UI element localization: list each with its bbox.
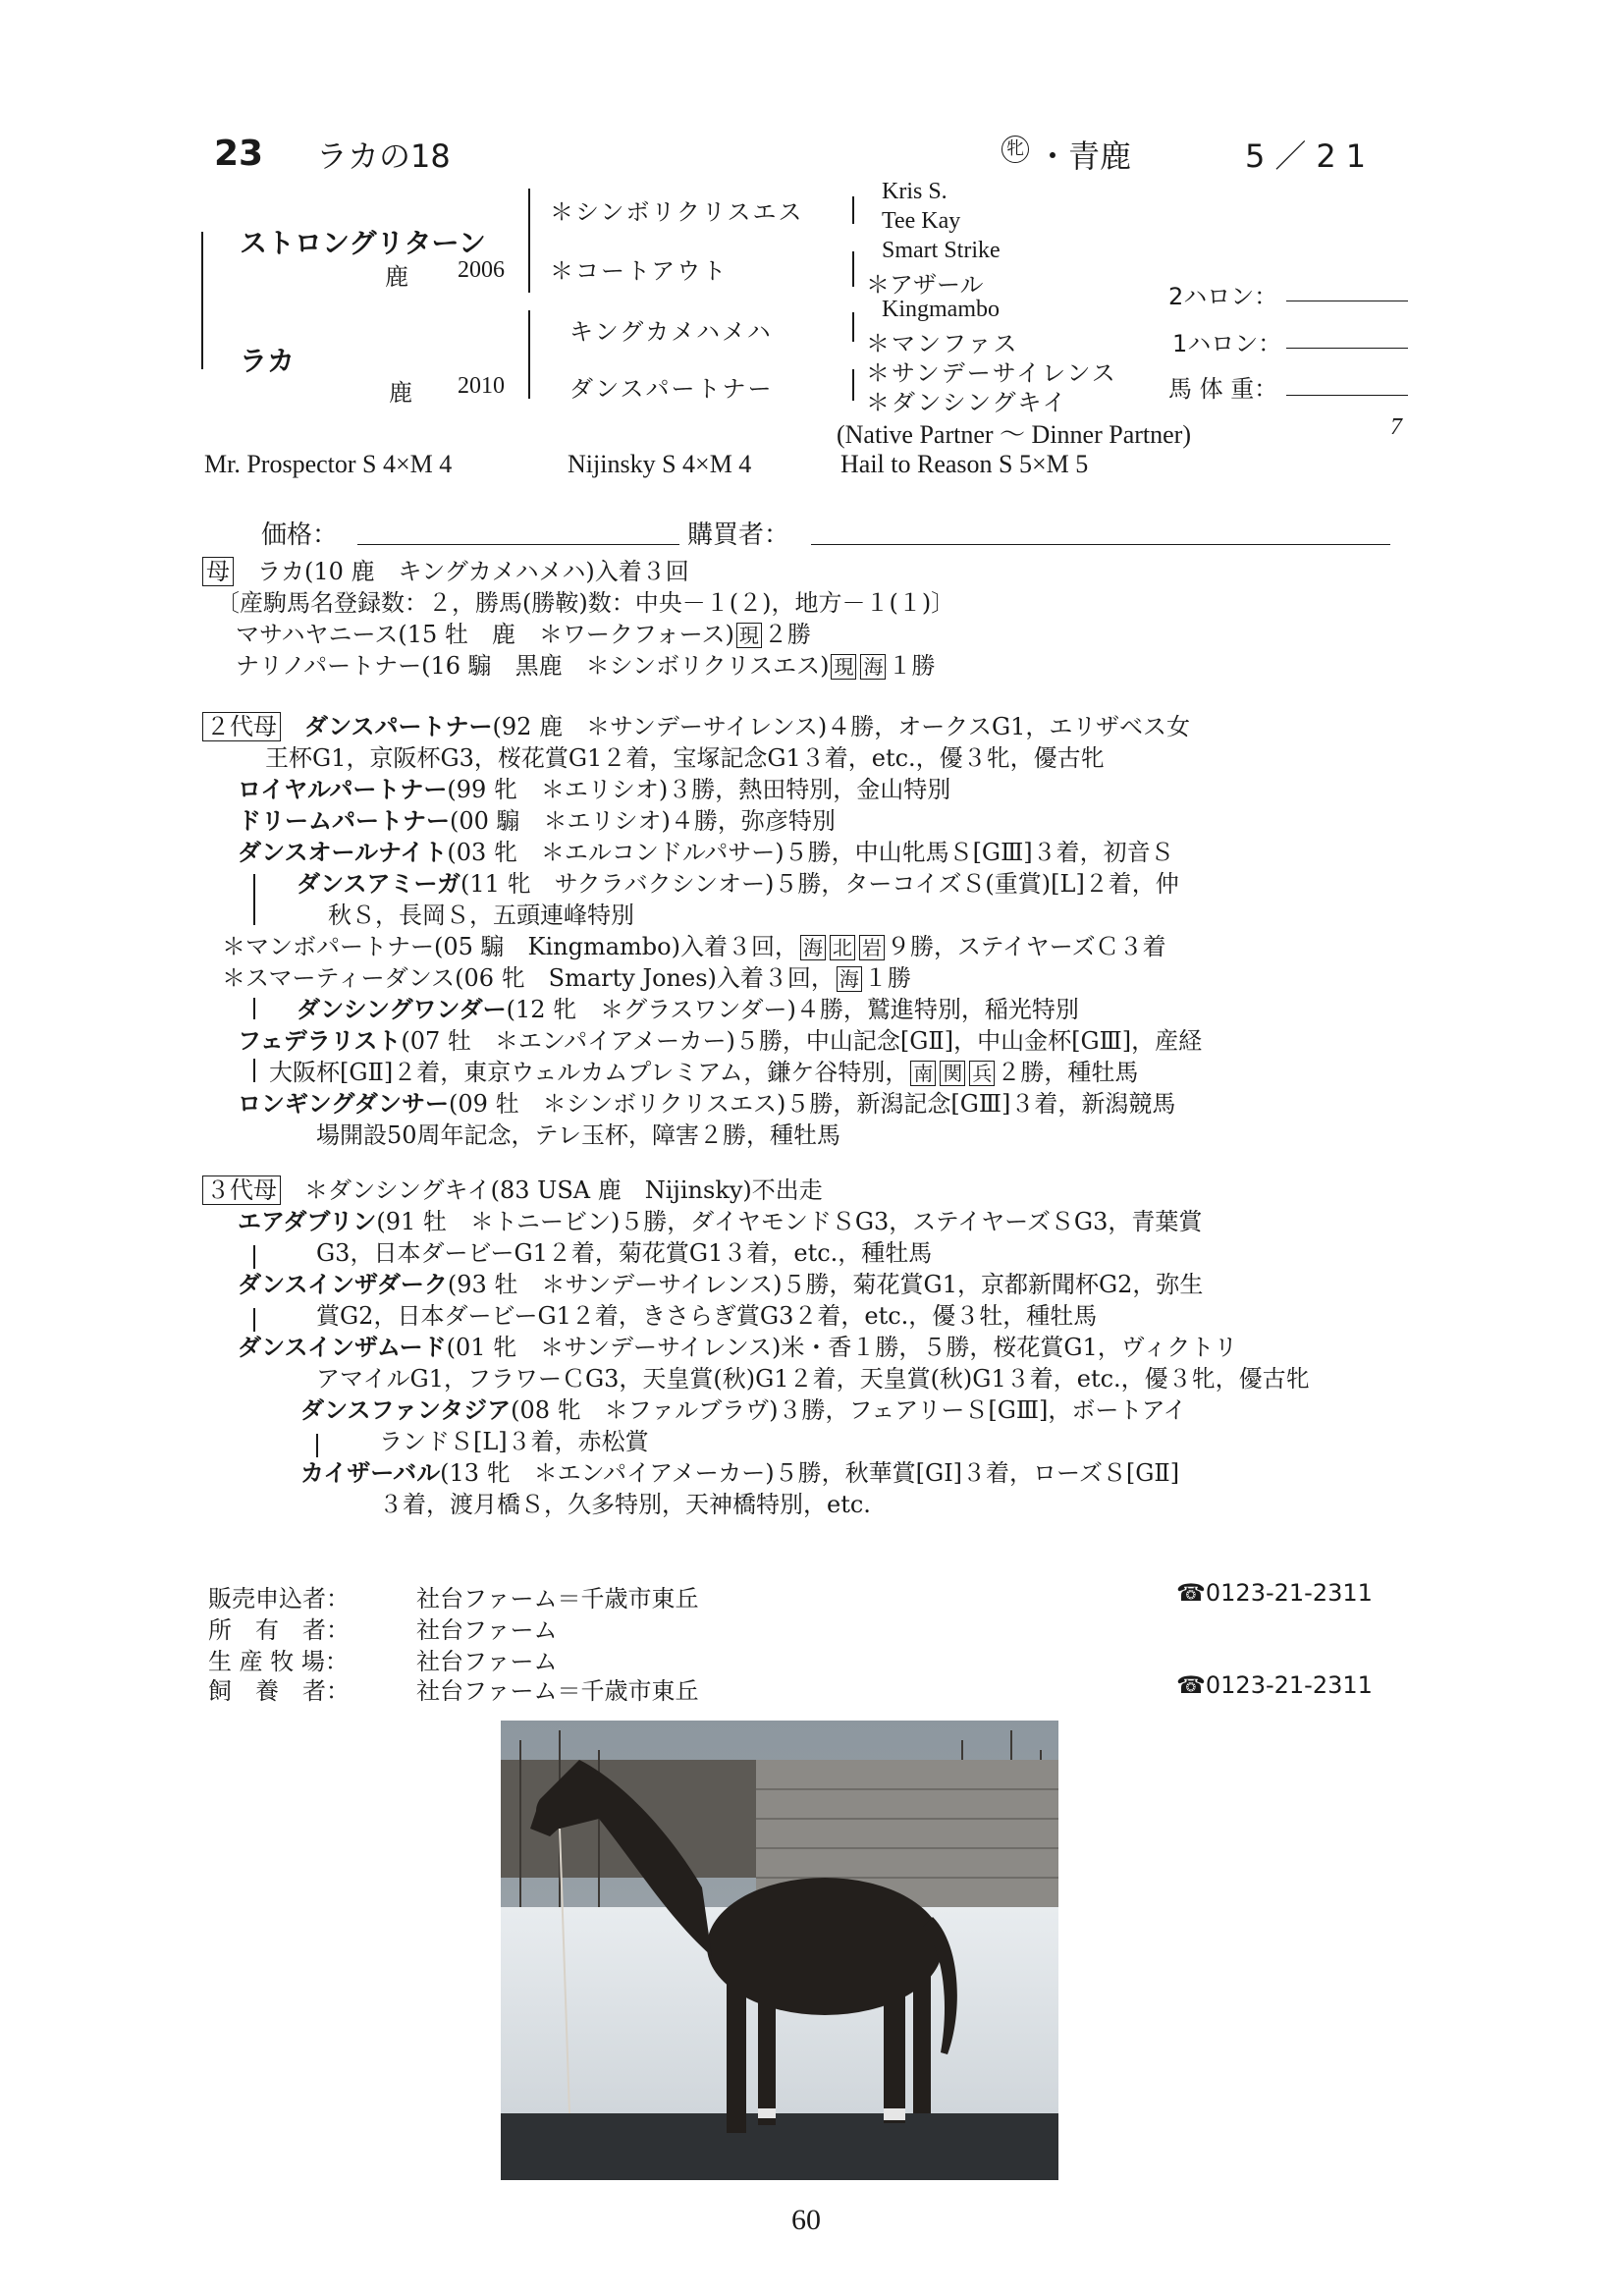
damsire-name: キングカメハメハ — [569, 318, 773, 346]
buyer-field[interactable] — [811, 544, 1390, 545]
dam-line-2: 〔産駒馬名登録数：２，勝馬(勝鞍)数：中央－１(２)，地方－１(１)〕 — [216, 589, 955, 617]
branch-line-2 — [253, 998, 255, 1019]
entry-dance-fantasia: ダンスファンタジア(08 牝 ＊ファルブラヴ)３勝，フェアリーＳ[GⅢ]，ボートアイ — [300, 1395, 1187, 1424]
two-furlong-label: 2ハロン： — [1168, 283, 1278, 310]
family-number: 7 — [1390, 414, 1402, 440]
entry-kaiser-barr: カイザーバル(13 牝 ＊エンパイアメーカー)５勝，秋華賞[GⅠ]３着，ローズＳ[GⅡ] — [300, 1458, 1180, 1487]
footer-phone-4: ☎0123-21-2311 — [1176, 1671, 1373, 1699]
ggen-4: ＊アザール — [866, 271, 984, 299]
female-badge: 牝 — [1001, 136, 1029, 163]
inbreeding-2: Nijinsky S 4×M 4 — [568, 450, 752, 478]
horse-photo-image — [501, 1721, 1058, 2180]
family-note: (Native Partner ～ Dinner Partner) — [837, 420, 1191, 449]
entry-dream-partner: ドリームパートナー(00 騸 ＊エリシオ)４勝，弥彦特別 — [238, 806, 836, 835]
footer-value-4: 社台ファーム＝千歳市東丘 — [416, 1677, 699, 1705]
pedigree-bracket-g1 — [852, 196, 854, 224]
inbreeding-3: Hail to Reason S 5×M 5 — [840, 450, 1089, 478]
damsire-dam-name: ダンスパートナー — [569, 375, 774, 403]
footer-value-2: 社台ファーム — [416, 1616, 558, 1644]
dam-line-1: 母 ラカ(10 鹿 キングカメハメハ)入着３回 — [202, 556, 954, 587]
entry-longing-dancer: ロンギングダンサー(09 牡 ＊シンボリクリスエス)５勝，新潟記念[GⅢ]３着，新潟競馬 — [238, 1089, 1176, 1118]
dam-name: ラカ — [240, 345, 296, 377]
dam-year: 2010 — [458, 373, 505, 399]
lot-number: 23 — [214, 134, 264, 174]
sire-color: 鹿 — [385, 265, 408, 291]
weight-label: 馬 体 重： — [1168, 375, 1278, 403]
entry-federalist: フェデラリスト(07 牡 ＊エンパイアメーカー)５勝，中山記念[GⅡ]，中山金杯[GⅢ]，産経 — [238, 1026, 1203, 1055]
third-dam-label: ３代母 — [202, 1175, 281, 1205]
pedigree-bracket-sire — [528, 189, 530, 293]
dam-section — [202, 556, 954, 682]
buyer-label: 購買者： — [687, 520, 790, 550]
entry-air-dublin: エアダブリン(91 牡 ＊トニービン)５勝，ダイヤモンドＳG3，ステイヤーズＳG3，青葉賞 — [238, 1207, 1203, 1235]
ggen-1: Kris S. — [882, 179, 947, 204]
footer-label-2: 所 有 者： — [208, 1616, 350, 1644]
footer-label-4: 飼 養 者： — [208, 1677, 350, 1705]
one-furlong-label: 1ハロン： — [1172, 330, 1282, 357]
ggen-3: Smart Strike — [882, 238, 1001, 263]
entry-mambo-partner: ＊マンボパートナー(05 騸 Kingmambo)入着３回， 海 北 岩 ９勝，ステイヤーズＣ３着 — [222, 933, 1166, 960]
footer-label-1: 販売申込者： — [208, 1585, 350, 1613]
footer-phone-1: ☎0123-21-2311 — [1176, 1579, 1373, 1607]
pedigree-bracket-g4 — [852, 369, 854, 401]
second-dam-lead: ２代母 ダンスパートナー(92 鹿 ＊サンデーサイレンス)４勝，オークスG1，エリザベス女 — [202, 711, 1202, 742]
pedigree-bracket-dam — [528, 310, 530, 399]
footer-label-3: 生 産 牧 場： — [208, 1648, 349, 1675]
entry-dancing-wonder: ダンシングワンダー(12 牝 ＊グラスワンダー)４勝，鷲進特別，稲光特別 — [297, 995, 1079, 1023]
dam-color: 鹿 — [389, 381, 412, 407]
entry-dance-in-the-dark: ダンスインザダーク(93 牡 ＊サンデーサイレンス)５勝，菊花賞G1，京都新聞杯G2，弥生 — [238, 1270, 1204, 1298]
branch-line-5 — [253, 1308, 255, 1332]
pedigree-bracket-main — [201, 232, 203, 369]
horse-photo — [501, 1721, 1058, 2180]
color-label: ・青鹿 — [1037, 137, 1132, 175]
third-dam-section: ３代母 ＊ダンシングキイ(83 USA 鹿 Nijinsky)不出走 エアダブリン(91 牡 ＊トニービン)５勝，ダイヤモンドＳG3，ステイヤーズＳG3，青葉賞 G3，日本ダービーG1２着，菊花賞G1３着，etc.，種牡馬 ダンスインザダーク(93 牡 ＊サンデーサイレンス)５勝，菊花賞G1，京都新聞杯G2，弥生 賞G2，日本ダービーG1２着，きさらぎ賞G3２着，etc.，優３牡，種牡馬 ダンスインザムード(01 牝 ＊サンデーサイレンス)米・香１勝，５勝，桜花賞G1，ヴィクトリ アマイルG1，フラワーＣG3，天皇賞(秋)G1２着，天皇賞(秋)G1３着，etc.，優３牝，優古牝 ダンスファンタジア(08 牝 ＊ファルブラヴ)３勝，フェアリーＳ[GⅢ]，ボートアイ ランドＳ[L]３着，赤松賞 カイザーバル(13 牝 ＊エンパイアメーカー)５勝，秋華賞[GⅠ]３着，ローズＳ[GⅡ] ３着，渡月橋Ｓ，久多特別，天神橋特別，etc. — [202, 1175, 1310, 1520]
sex-symbol — [1001, 136, 1029, 163]
grandsire-name: ＊シンボリクリスエス — [550, 198, 804, 226]
footer-value-3: 社台ファーム — [416, 1648, 558, 1675]
ggen-5: Kingmambo — [882, 297, 1000, 322]
dam-line-3: マサハヤニース(15 牡 鹿 ＊ワークフォース) 現 ２勝 — [236, 621, 811, 648]
entry-royal-partner: ロイヤルパートナー(99 牝 ＊エリシオ)３勝，熱田特別，金山特別 — [238, 775, 951, 803]
sire-year: 2006 — [458, 257, 505, 283]
entry-dance-amiga: ダンスアミーガ(11 牝 サクラバクシンオー)５勝，ターコイズＳ(重賞)[L]２着，仲 — [297, 869, 1179, 898]
pedigree-bracket-g3 — [852, 312, 854, 342]
entry-smarty-dance: ＊スマーティーダンス(06 牝 Smarty Jones)入着３回， 海 １勝 — [222, 964, 911, 992]
dam-line-4: ナリノパートナー(16 騸 黒鹿 ＊シンボリクリスエス) 現 海 １勝 — [236, 652, 936, 680]
second-dam-section: ２代母 ダンスパートナー(92 鹿 ＊サンデーサイレンス)４勝，オークスG1，エリザベス女 王杯G1，京阪杯G3，桜花賞G1２着，宝塚記念G1３着，etc.，優３牝，優古牝 ロイヤルパートナー(99 牝 ＊エリシオ)３勝，熱田特別，金山特別 ドリームパートナー(00 騸 ＊エリシオ)４勝，弥彦特別 ダンスオールナイト(03 牝 ＊エルコンドルパサー)５勝，中山牝馬Ｓ[GⅢ]３着，初音Ｓ ダンスアミーガ(11 牝 サクラバクシンオー)５勝，ターコイズＳ(重賞)[L]２着，仲 秋Ｓ，長岡Ｓ，五頭連峰特別 ＊マンボパートナー(05 騸 Kingmambo)入着３回， 海 北 岩 ９勝，ステイヤーズＣ３着 ＊スマーティーダンス(06 牝 Smarty Jones)入着３回， 海 １勝 ダンシングワンダー(12 牝 ＊グラスワンダー)４勝，鷲進特別，稲光特別 フェデラリスト(07 牡 ＊エンパイアメーカー)５勝，中山記念[GⅡ]，中山金杯[GⅢ]，産経 大阪杯[GⅡ]２着，東京ウェルカムプレミアム，鎌ケ谷特別， 南 関 兵 ２勝，種牡馬 ロンギングダンサー(09 牡 ＊シンボリクリスエス)５勝，新潟記念[GⅢ]３着，新潟競馬 場開設50周年記念，テレ玉杯，障害２勝，種牡馬 — [202, 711, 1202, 1151]
entry-dance-in-the-mood: ダンスインザムード(01 牝 ＊サンデーサイレンス)米・香１勝，５勝，桜花賞G1，ヴィクトリ — [238, 1333, 1238, 1361]
third-dam-lead: ３代母 ＊ダンシングキイ(83 USA 鹿 Nijinsky)不出走 — [202, 1175, 1310, 1206]
ggen-8: ＊ダンシングキイ — [866, 389, 1068, 416]
dam-label: 母 — [202, 557, 234, 586]
weight-field[interactable] — [1286, 395, 1408, 396]
one-furlong-field[interactable] — [1286, 348, 1408, 349]
branch-line-4 — [253, 1245, 255, 1269]
birth-date: 5／21 — [1245, 137, 1377, 175]
branch-line-3 — [253, 1059, 255, 1082]
branch-line-1 — [253, 874, 255, 925]
branch-line-6 — [316, 1434, 318, 1457]
grandsire-dam-name: ＊コートアウト — [550, 257, 729, 285]
pedigree-bracket-g2 — [852, 251, 854, 287]
sire-name: ストロングリターン — [240, 227, 486, 259]
entry-dance-all-night: ダンスオールナイト(03 牝 ＊エルコンドルパサー)５勝，中山牝馬Ｓ[GⅢ]３着，初音Ｓ — [238, 838, 1174, 866]
inbreeding-1: Mr. Prospector S 4×M 4 — [204, 450, 453, 478]
footer-value-1: 社台ファーム＝千歳市東丘 — [416, 1585, 699, 1613]
ggen-7: ＊サンデーサイレンス — [866, 359, 1117, 387]
ggen-2: Tee Kay — [882, 208, 961, 234]
price-label: 価格： — [261, 520, 339, 550]
horse-name: ラカの18 — [316, 137, 451, 175]
price-field[interactable] — [357, 544, 679, 545]
ggen-6: ＊マンファス — [866, 330, 1019, 357]
second-dam-label: ２代母 — [202, 712, 281, 741]
page-number: 60 — [791, 2204, 821, 2236]
